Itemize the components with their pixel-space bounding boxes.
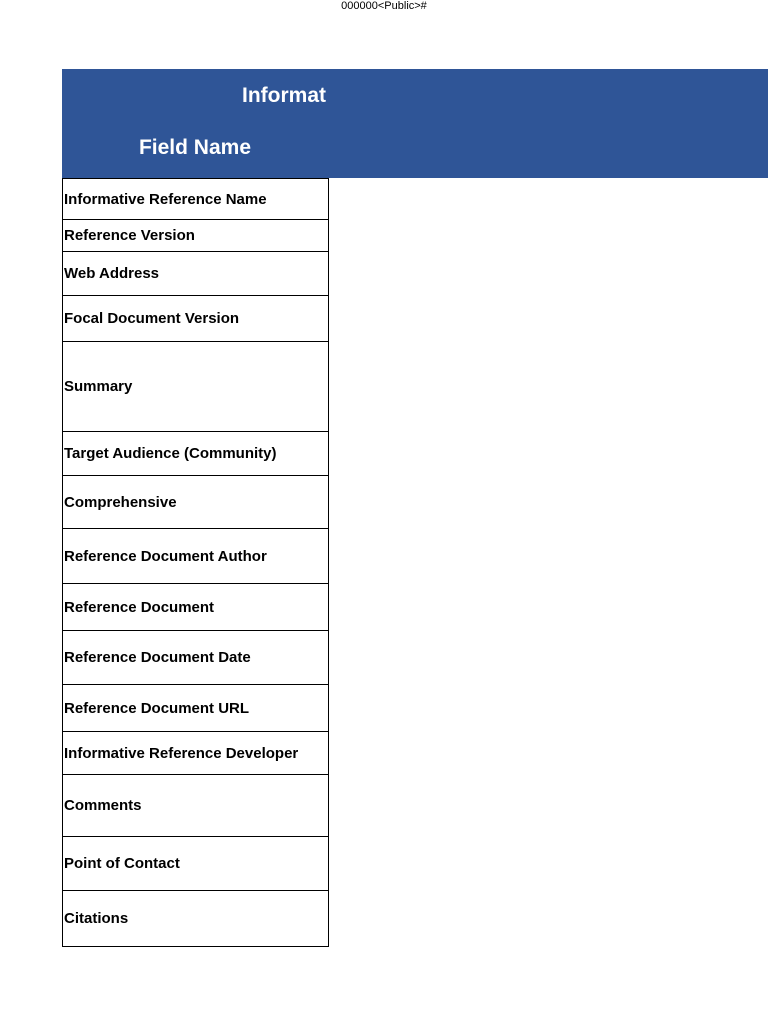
field-name-table <box>62 178 329 947</box>
table-row <box>63 775 329 837</box>
field-label: Informative Reference Name <box>63 179 329 220</box>
table-row <box>63 296 329 342</box>
field-label: Comprehensive <box>63 476 329 529</box>
field-label: Informative Reference Developer <box>63 732 329 775</box>
field-label: Target Audience (Community) <box>63 432 329 476</box>
field-label: Summary <box>63 342 329 432</box>
table-row <box>63 732 329 775</box>
field-label: Web Address <box>63 252 329 296</box>
field-label: Reference Document URL <box>63 685 329 732</box>
field-label: Comments <box>63 775 329 837</box>
table-row <box>63 631 329 685</box>
table-row <box>63 342 329 432</box>
table-row <box>63 529 329 584</box>
table-row <box>63 432 329 476</box>
table-row <box>63 584 329 631</box>
field-label: Reference Document <box>63 584 329 631</box>
table-row <box>63 220 329 252</box>
field-label: Citations <box>63 891 329 947</box>
table-row <box>63 685 329 732</box>
table-row <box>63 476 329 529</box>
table-header-band <box>62 69 768 178</box>
field-label: Focal Document Version <box>63 296 329 342</box>
field-name-column-header: Field Name <box>138 136 252 159</box>
field-label: Reference Version <box>63 220 329 252</box>
table-title: Informat <box>242 84 326 107</box>
table-row <box>63 179 329 220</box>
field-label: Reference Document Date <box>63 631 329 685</box>
table-row <box>63 891 329 947</box>
table-row <box>63 837 329 891</box>
field-label: Point of Contact <box>63 837 329 891</box>
table-row <box>63 252 329 296</box>
field-label: Reference Document Author <box>63 529 329 584</box>
document-header-label: 000000<Public># <box>341 0 427 12</box>
